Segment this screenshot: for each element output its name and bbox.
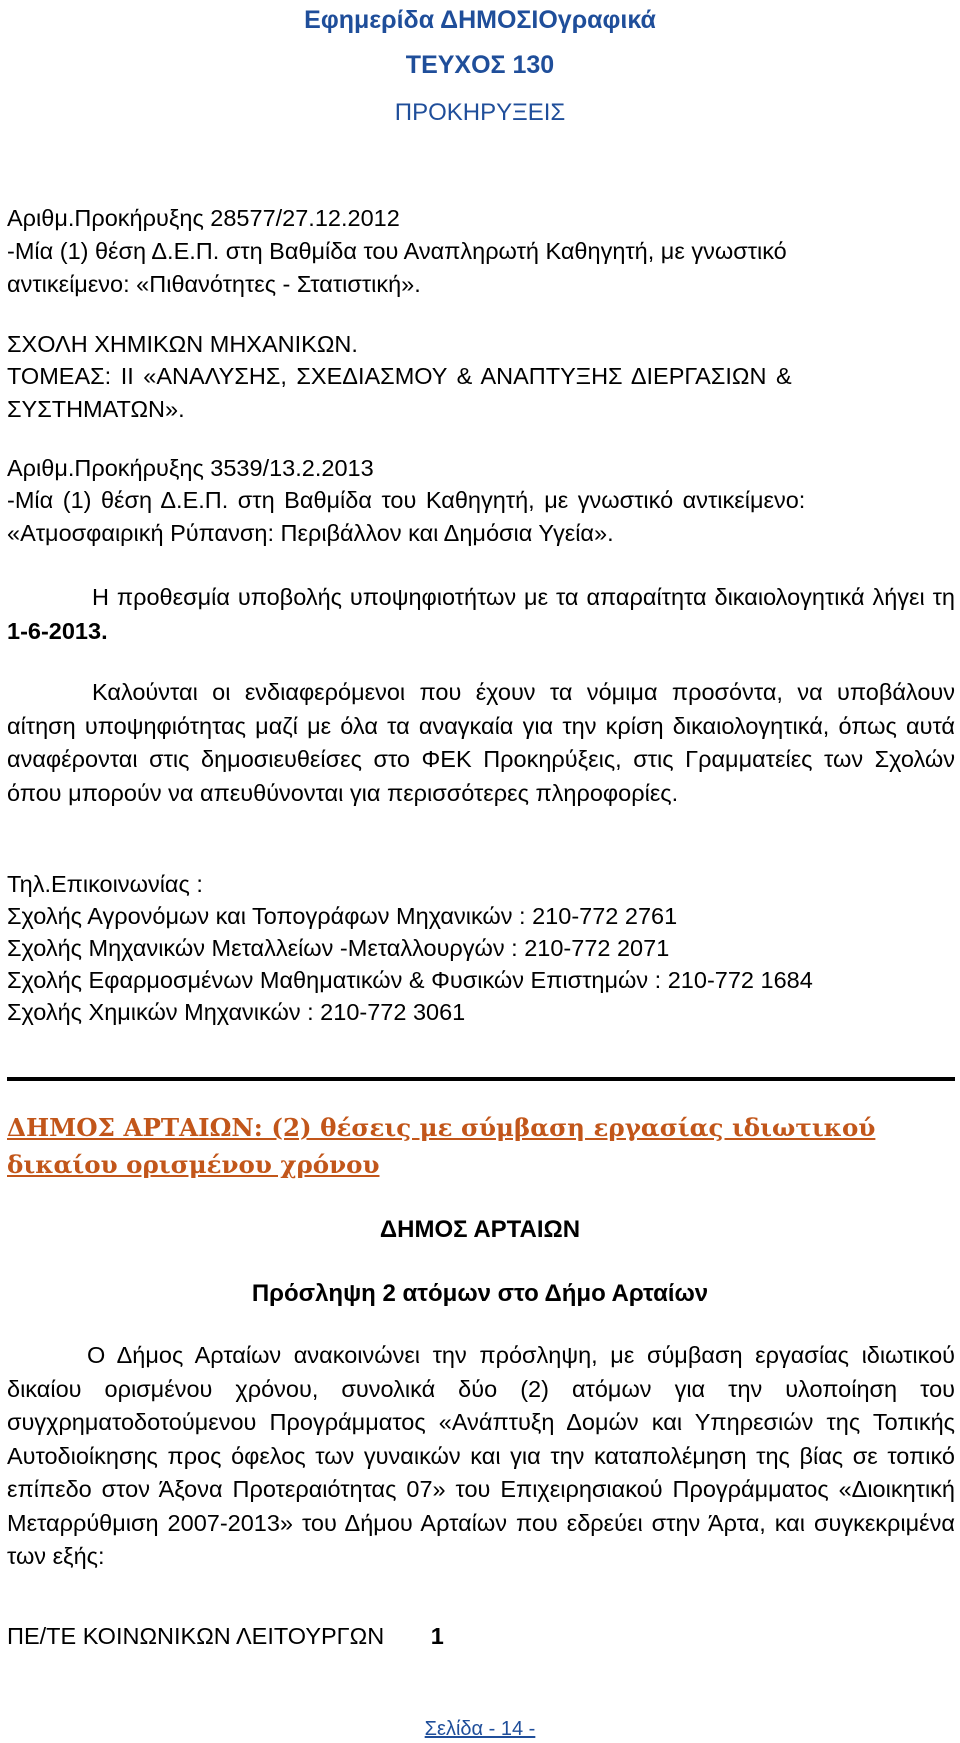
position-count: 1 — [430, 1623, 444, 1649]
section-label: ΠΡΟΚΗΡΥΞΕΙΣ — [394, 99, 566, 126]
deadline-date: 1-6-2013. — [7, 617, 108, 644]
announcement-ref-1: Αριθμ.Προκήρυξης 28577/27.12.2012 — [7, 205, 400, 231]
section-divider — [7, 1077, 955, 1081]
sector-name-line2: ΣΥΣΤΗΜΑΤΩΝ». — [7, 396, 185, 422]
contact-item: Σχολής Χημικών Μηχανικών : 210-772 3061 — [7, 999, 466, 1025]
contact-item: Σχολής Εφαρμοσμένων Μαθηματικών & Φυσικών Επιστημών : 210-772 1684 — [7, 967, 813, 993]
page-footer — [0, 1717, 960, 1741]
hiring-body-paragraph: Ο Δήμος Αρταίων ανακοινώνει την πρόσληψη, με σύμβαση εργασίας ιδιωτικού δικαίου ορισμένου χρόνου, συνολικά δύο (2) ατόμων για την υλοποίηση του συγχρηματοδοτούμενου Προγράμματος «Ανάπτυξη Δομών και Υπηρεσιών της Τοπικής Αυτοδιοίκησης προς όφελος των γυναικών και για την καταπολέμηση της βίας σε τοπικό επίπεδο στον Άξονα Προτεραιότητας 07» του Επιχειρησιακού Προγράμματος «Διοικητική Μεταρρύθμιση 2007-2013» του Δήμου Αρταίων που εδρεύει στην Άρτα, και συγκεκριμένα των εξής: — [7, 1342, 955, 1569]
section-title-line2: δικαίου ορισμένου χρόνου — [7, 1150, 380, 1179]
position-row — [7, 1622, 444, 1650]
section-title-line1: ΔΗΜΟΣ ΑΡΤΑΙΩΝ: (2) θέσεις με σύμβαση εργασίας ιδιωτικού — [7, 1113, 876, 1142]
hiring-subheading: Πρόσληψη 2 ατόμων στο Δήμο Αρταίων — [251, 1280, 709, 1307]
invitation-paragraph: Καλούνται οι ενδιαφερόμενοι που έχουν τα νόμιμα προσόντα, να υποβάλουν αίτηση υποψηφιότητας μαζί με όλα τα αναγκαία για την κρίση δικαιολογητικά, όπως αυτά αναφέρονται στις δημοσιευθείσες στο ΦΕΚ Προκηρύξεις, στις Γραμματείες των Σχολών όπου μπορούν να απευθύνονται για περισσότερες πληροφορίες. — [7, 679, 955, 806]
issue-number: ΤΕΥΧΟΣ 130 — [405, 51, 555, 79]
contact-item: Σχολής Μηχανικών Μεταλλείων -Μεταλλουργών : 210-772 2071 — [7, 935, 670, 961]
deadline-paragraph — [7, 581, 955, 648]
position-desc-2-line1: -Μία (1) θέση Δ.Ε.Π. στη Βαθμίδα του Καθηγητή, με γνωστικό αντικείμενο: — [7, 487, 806, 513]
sector-name-line1: ΤΟΜΕΑΣ: ΙΙ «ΑΝΑΛΥΣΗΣ, ΣΧΕΔΙΑΣΜΟΥ & ΑΝΑΠΤΥΞΗΣ ΔΙΕΡΓΑΣΙΩΝ & — [7, 363, 792, 389]
page-number: Σελίδα - 14 - — [424, 1718, 536, 1740]
contact-item: Σχολής Αγρονόμων και Τοπογράφων Μηχανικών : 210-772 2761 — [7, 903, 678, 929]
section-title — [7, 1109, 955, 1183]
deadline-text: Η προθεσμία υποβολής υποψηφιοτήτων με τα απαραίτητα δικαιολογητικά λήγει τη — [92, 584, 955, 610]
contacts-label: Τηλ.Επικοινωνίας : — [7, 871, 203, 897]
position-desc-1-line1: -Μία (1) θέση Δ.Ε.Π. στη Βαθμίδα του Αναπληρωτή Καθηγητή, με γνωστικό — [7, 238, 787, 264]
position-label: ΠΕ/ΤΕ ΚΟΙΝΩΝΙΚΩΝ ΛΕΙΤΟΥΡΓΩΝ — [7, 1623, 385, 1649]
position-desc-2-line2: «Ατμοσφαιρική Ρύπανση: Περιβάλλον και Δημόσια Υγεία». — [7, 520, 614, 546]
announcement-ref-2: Αριθμ.Προκήρυξης 3539/13.2.2013 — [7, 455, 374, 481]
municipality-heading: ΔΗΜΟΣ ΑΡΤΑΙΩΝ — [379, 1216, 581, 1243]
school-name: ΣΧΟΛΗ ΧΗΜΙΚΩΝ ΜΗΧΑΝΙΚΩΝ. — [7, 331, 358, 357]
position-desc-1-line2: αντικείμενο: «Πιθανότητες - Στατιστική». — [7, 271, 421, 297]
newspaper-title: Εφημερίδα ΔΗΜΟΣΙΟγραφικά — [304, 6, 656, 34]
